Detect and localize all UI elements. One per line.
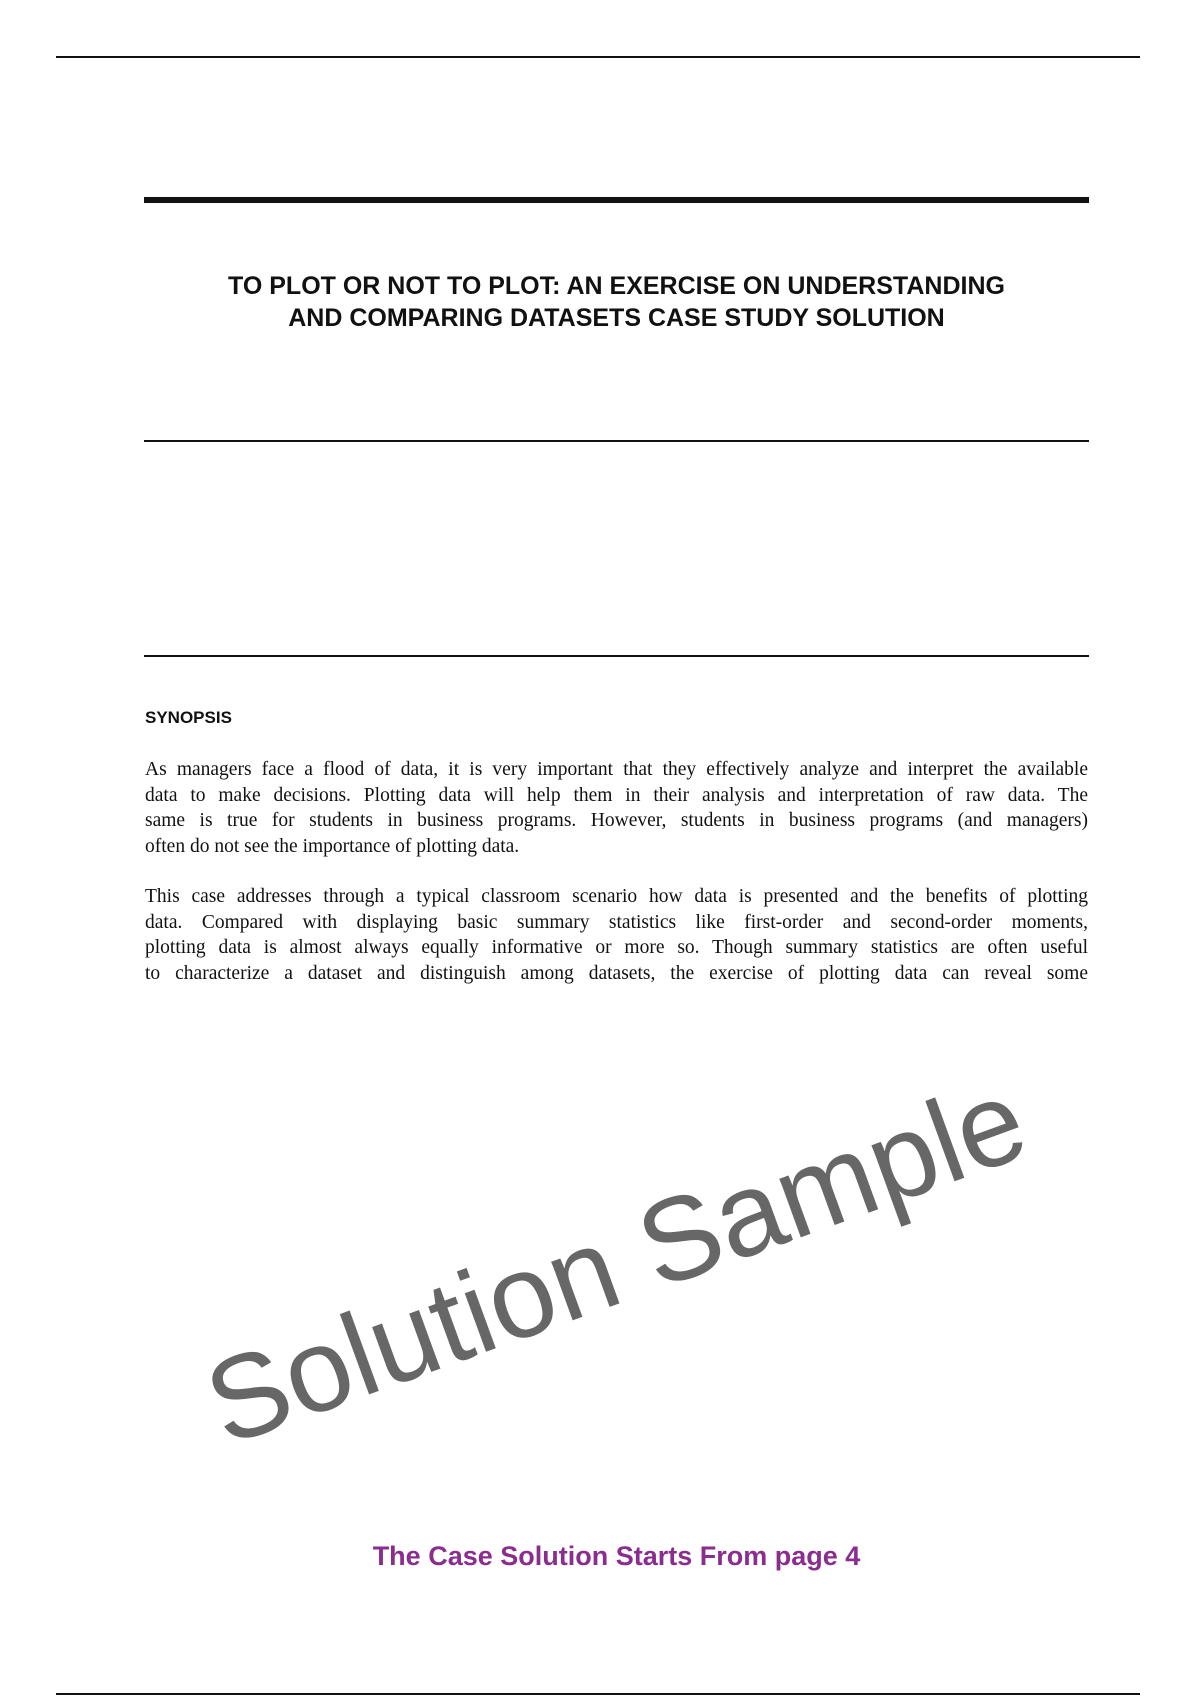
text-line: data. Compared with displaying basic summary statistics like first-order and second-order moments, (145, 911, 1088, 933)
text-line: often do not see the importance of plotting data. (145, 835, 520, 857)
document-title (144, 270, 1089, 334)
title-bottom-rule (144, 440, 1089, 442)
page-top-rule (56, 56, 1140, 58)
text-line: data to make decisions. Plotting data will help them in their analysis and interpretation of raw data. The (145, 784, 1088, 806)
case-solution-notice: The Case Solution Starts From page 4 (372, 1541, 861, 1571)
synopsis-paragraph-1 (145, 757, 1088, 859)
title-line: TO PLOT OR NOT TO PLOT: AN EXERCISE ON UNDERSTANDING (228, 272, 1005, 300)
section-heading-synopsis: SYNOPSIS (145, 708, 232, 727)
watermark: Solution Sample (189, 1053, 1043, 1471)
title-line: AND COMPARING DATASETS CASE STUDY SOLUTION (288, 304, 945, 332)
section-rule (144, 655, 1089, 657)
text-line: This case addresses through a typical classroom scenario how data is presented and the benefits of plotting (145, 886, 1088, 907)
text-line: plotting data is almost always equally informative or more so. Though summary statistics are often useful (145, 937, 1088, 958)
text-line: As managers face a flood of data, it is very important that they effectively analyze and interpret the available (145, 759, 1088, 780)
text-line: same is true for students in business programs. However, students in business programs (and managers) (145, 810, 1088, 831)
page-bottom-rule (56, 1693, 1140, 1695)
text-line: to characterize a dataset and distinguish among datasets, the exercise of plotting data can reveal some (145, 962, 1088, 984)
synopsis-paragraph-2 (145, 884, 1088, 986)
title-thick-rule (144, 197, 1089, 203)
